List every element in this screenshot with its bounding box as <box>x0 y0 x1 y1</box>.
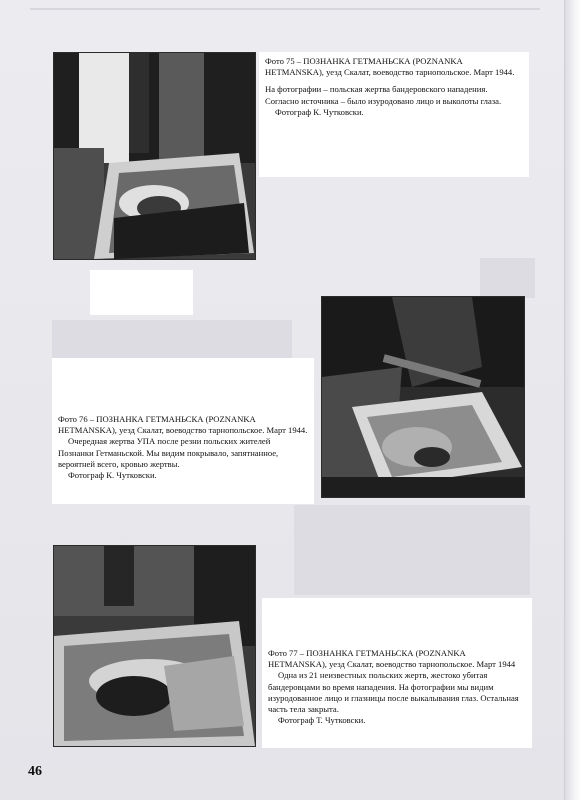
caption-title: Фото 77 – ПОЗНАНКА ГЕТМАНЬСКА (POZNANKA HETMANSKA), уезд Скалат, воеводство тарнопольское. Март 1944 <box>268 648 516 670</box>
caption-photographer: Фотограф К. Чутковски. <box>68 470 157 481</box>
page-top-rule <box>30 8 540 10</box>
caption-photo-75 <box>259 52 529 177</box>
page-number: 46 <box>28 764 42 779</box>
page-right-edge <box>564 0 581 800</box>
caption-title: Фото 76 – ПОЗНАНКА ГЕТМАНЬСКА (POZNANKA HETMANSKA), уезд Скалат, воеводство тарнопольское. Март 1944. <box>58 414 308 436</box>
blank-block <box>90 270 193 315</box>
background-panel <box>294 505 530 595</box>
photo-75-image <box>54 53 255 259</box>
caption-body: Одна из 21 неизвестных польских жертв, жестоко убитая бандеровцами во время нападения. На фотографии мы видим изуродованное лицо и глазницы после выкалывания глаз. Остальная часть тела закрыта. <box>268 670 519 715</box>
photo-77-image <box>54 546 255 746</box>
photo-77 <box>53 545 256 747</box>
caption-photographer: Фотограф К. Чутковски. <box>275 106 364 117</box>
caption-photographer: Фотограф Т. Чутковски. <box>278 715 366 726</box>
caption-body: Очередная жертва УПА после резни польских жителей Познанки Гетманьской. Мы видим покрывало, запятнанное, вероятней всего, кровью жертвы. <box>58 436 279 469</box>
photo-75 <box>53 52 256 260</box>
background-panel <box>52 320 292 358</box>
caption-body: На фотографии – польская жертва бандеровского нападения. Согласно источника – было изуродовано лицо и выколоты глаза. <box>265 84 502 106</box>
photo-76 <box>321 296 525 498</box>
caption-title: Фото 75 – ПОЗНАНКА ГЕТМАНЬСКА (POZNANKA HETMANSKA), уезд Скалат, воеводство тарнопольское. Март 1944. <box>265 56 515 78</box>
photo-76-image <box>322 297 524 497</box>
caption-photo-77 <box>262 598 532 748</box>
background-panel <box>480 258 535 298</box>
caption-photo-76 <box>52 358 314 504</box>
